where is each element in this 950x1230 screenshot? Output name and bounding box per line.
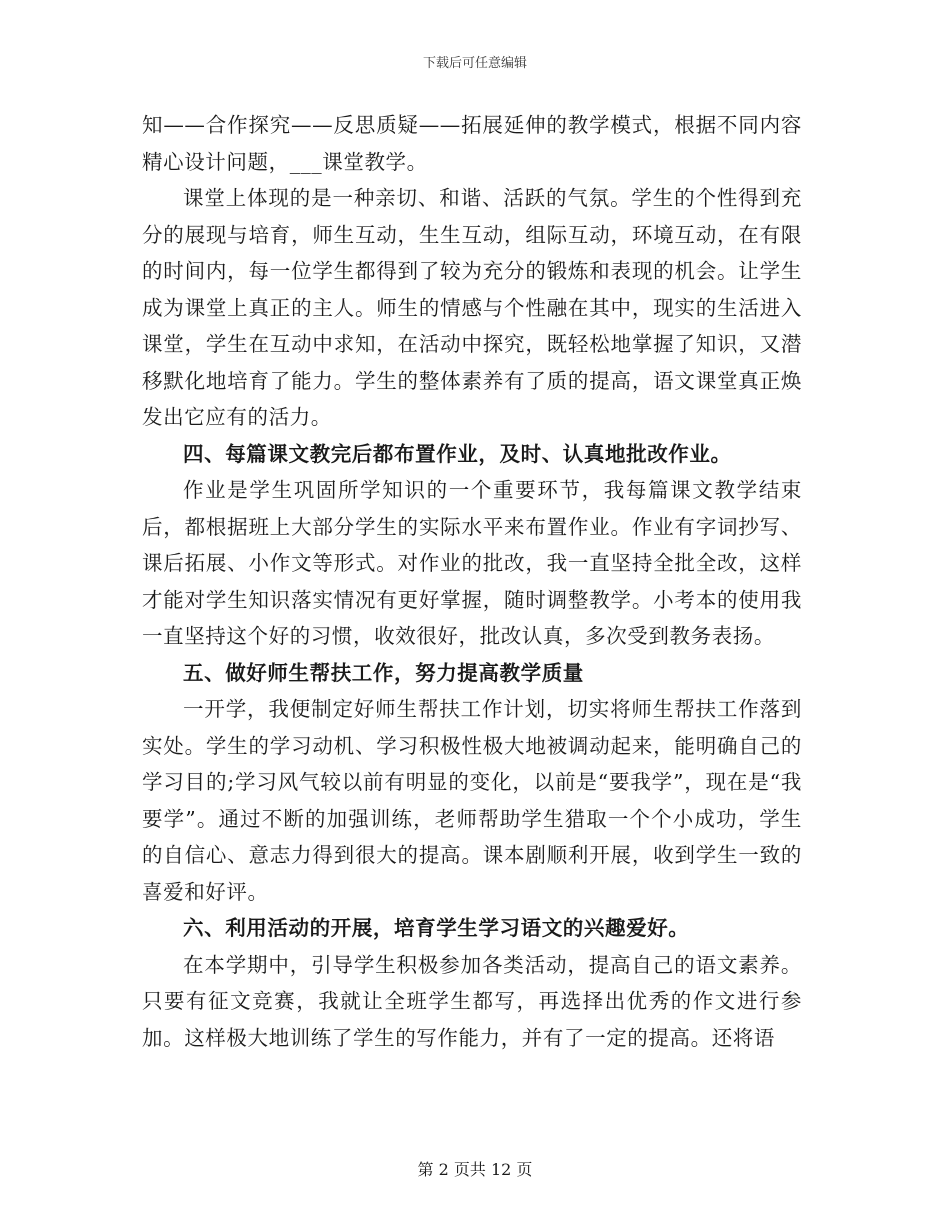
section-heading-six: 六、利用活动的开展，培育学生学习语文的兴趣爱好。 (183, 916, 690, 940)
page-header: 下载后可任意编辑 (422, 56, 527, 71)
section-heading-four: 四、每篇课文教完后都布置作业，及时、认真地批改作业。 (183, 441, 732, 466)
page-number: 第 2 页共 12 页 (417, 1160, 533, 1179)
paragraph-homework: 作业是学生巩固所学知识的一个重要环节，我每篇课文教学结束后，都根据班上大部分学生的实际水平来布置作业。作业有字词抄写、课后拓展、小作文等形式。对作业的批改，我一直坚持全批全改，这样才能对学生知识落实情况有更好掌握，随时调整教学。小考本的使用我一直坚持这个好的习惯，收效很好，批改认真，多次受到教务表扬。 (142, 478, 802, 648)
paragraph-continuation: 知——合作探究——反思质疑——拓展延伸的教学模式，根据不同内容精心设计问题，___课堂教学。 (142, 113, 802, 174)
section-heading-five: 五、做好师生帮扶工作，努力提高教学质量 (183, 660, 584, 685)
paragraph-mentoring: 一开学，我便制定好师生帮扶工作计划，切实将师生帮扶工作落到实处。学生的学习动机、学习积极性极大地被调动起来，能明确自己的学习目的;学习风气较以前有明显的变化，以前是“要我学”，现在是“我要学”。通过不断的加强训练，老师帮助学生猎取一个个小成功，学生的自信心、意志力得到很大的提高。课本剧顺利开展，收到学生一致的喜爱和好评。 (142, 697, 802, 904)
document-body (142, 107, 802, 1056)
paragraph-classroom-atmosphere: 课堂上体现的是一种亲切、和谐、活跃的气氛。学生的个性得到充分的展现与培育，师生互动，生生互动，组际互动，环境互动，在有限的时间内，每一位学生都得到了较为充分的锻炼和表现的机会。让学生成为课堂上真正的主人。师生的情感与个性融在其中，现实的生活进入课堂，学生在互动中求知，在活动中探究，既轻松地掌握了知识，又潜移默化地培育了能力。学生的整体素养有了质的提高，语文课堂真正焕发出它应有的活力。 (142, 186, 802, 429)
paragraph-activities: 在本学期中，引导学生积极参加各类活动，提高自己的语文素养。只要有征文竞赛，我就让全班学生都写，再选择出优秀的作文进行参加。这样极大地训练了学生的写作能力，并有了一定的提高。还将语 (142, 952, 802, 1050)
